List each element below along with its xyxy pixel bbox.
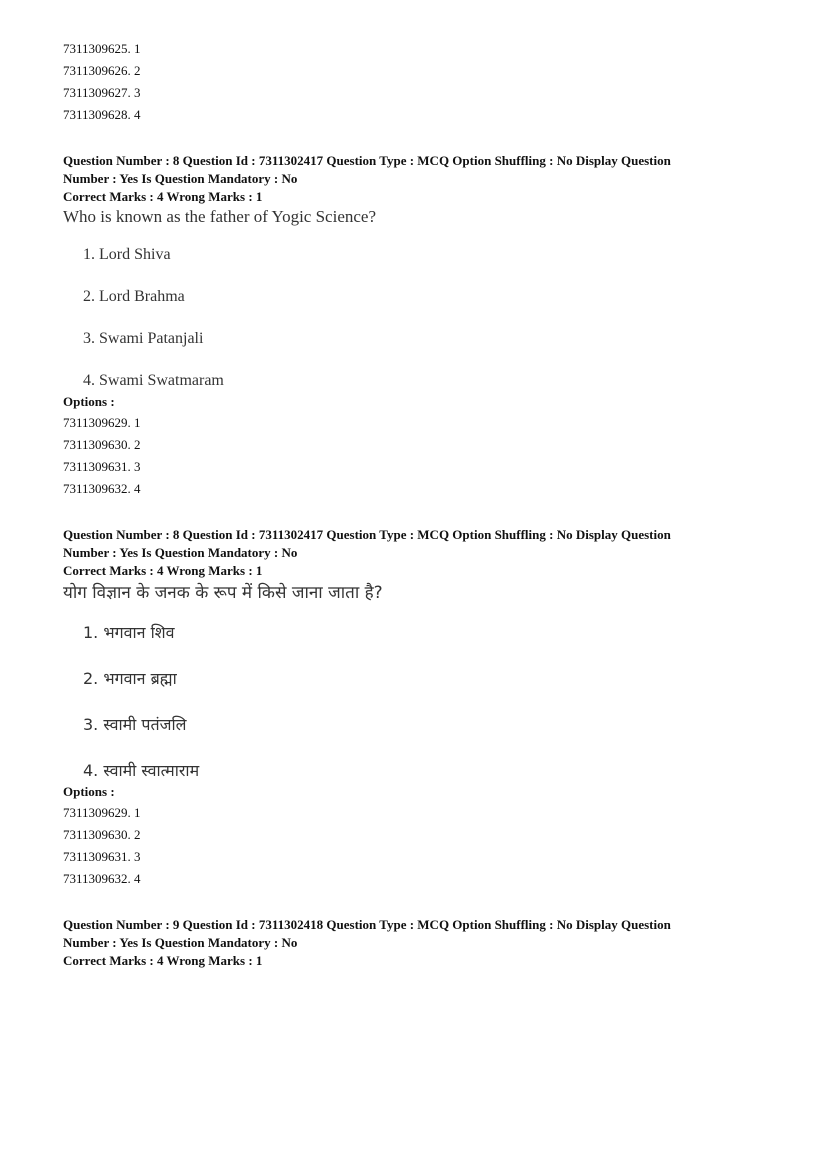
- question-meta-line-1: Question Number : 8 Question Id : 7311302417 Question Type : MCQ Option Shuffling : No Display Question: [63, 527, 671, 542]
- option-line: [63, 456, 763, 478]
- answer-choice: 3. स्वामी पतंजलि: [83, 715, 187, 734]
- option-number: 3: [134, 849, 141, 864]
- option-line: [63, 478, 763, 500]
- answer-choice: 1. भगवान शिव: [83, 623, 175, 642]
- option-id: 7311309628.: [63, 107, 131, 122]
- question-marks: Correct Marks : 4 Wrong Marks : 1: [63, 563, 263, 578]
- option-line: [63, 434, 763, 456]
- option-number: 3: [134, 459, 141, 474]
- option-number: 2: [134, 437, 141, 452]
- options-label: Options :: [63, 394, 115, 409]
- option-number: 1: [134, 41, 141, 56]
- option-id: 7311309630.: [63, 827, 131, 842]
- option-number: 1: [134, 805, 141, 820]
- question-meta-line-2: Number : Yes Is Question Mandatory : No: [63, 935, 298, 950]
- question-meta-line-2: Number : Yes Is Question Mandatory : No: [63, 171, 298, 186]
- question-meta-line-1: Question Number : 8 Question Id : 7311302417 Question Type : MCQ Option Shuffling : No Display Question: [63, 153, 671, 168]
- option-number: 2: [134, 827, 141, 842]
- options-label: Options :: [63, 784, 115, 799]
- option-number: 4: [134, 107, 141, 122]
- question-text: Who is known as the father of Yogic Science?: [63, 207, 377, 226]
- question-block-q9: [63, 916, 763, 970]
- answer-choice: 4. Swami Swatmaram: [83, 372, 224, 389]
- option-id: 7311309626.: [63, 63, 131, 78]
- option-id: 7311309632.: [63, 871, 131, 886]
- option-line: [63, 846, 763, 868]
- question-text: योग विज्ञान के जनक के रूप में किसे जाना जाता है?: [63, 583, 383, 603]
- option-id: 7311309631.: [63, 459, 131, 474]
- question-meta-line-1: Question Number : 9 Question Id : 7311302418 Question Type : MCQ Option Shuffling : No Display Question: [63, 917, 671, 932]
- question-marks: Correct Marks : 4 Wrong Marks : 1: [63, 953, 263, 968]
- option-id: 7311309629.: [63, 805, 131, 820]
- option-line: [63, 412, 763, 434]
- answer-choice: 3. Swami Patanjali: [83, 330, 204, 347]
- question-block-q8-english: [63, 152, 763, 500]
- option-id: 7311309631.: [63, 849, 131, 864]
- question-block-q8-hindi: [63, 526, 763, 890]
- option-line: [63, 60, 763, 82]
- option-id: 7311309629.: [63, 415, 131, 430]
- option-number: 4: [134, 871, 141, 886]
- answer-choice: 2. Lord Brahma: [83, 288, 185, 305]
- option-line: [63, 824, 763, 846]
- question-marks: Correct Marks : 4 Wrong Marks : 1: [63, 189, 263, 204]
- option-line: [63, 82, 763, 104]
- answer-choice: 4. स्वामी स्वात्माराम: [83, 761, 200, 780]
- option-number: 1: [134, 415, 141, 430]
- answer-choice: 1. Lord Shiva: [83, 246, 171, 263]
- option-id: 7311309625.: [63, 41, 131, 56]
- document-page: [63, 38, 763, 970]
- option-number: 3: [134, 85, 141, 100]
- option-id: 7311309630.: [63, 437, 131, 452]
- option-number: 2: [134, 63, 141, 78]
- option-line: [63, 868, 763, 890]
- question-meta-line-2: Number : Yes Is Question Mandatory : No: [63, 545, 298, 560]
- option-number: 4: [134, 481, 141, 496]
- option-line: [63, 38, 763, 60]
- top-options-list: [63, 38, 763, 126]
- option-line: [63, 104, 763, 126]
- option-line: [63, 802, 763, 824]
- answer-choice: 2. भगवान ब्रह्मा: [83, 669, 177, 688]
- option-id: 7311309632.: [63, 481, 131, 496]
- option-id: 7311309627.: [63, 85, 131, 100]
